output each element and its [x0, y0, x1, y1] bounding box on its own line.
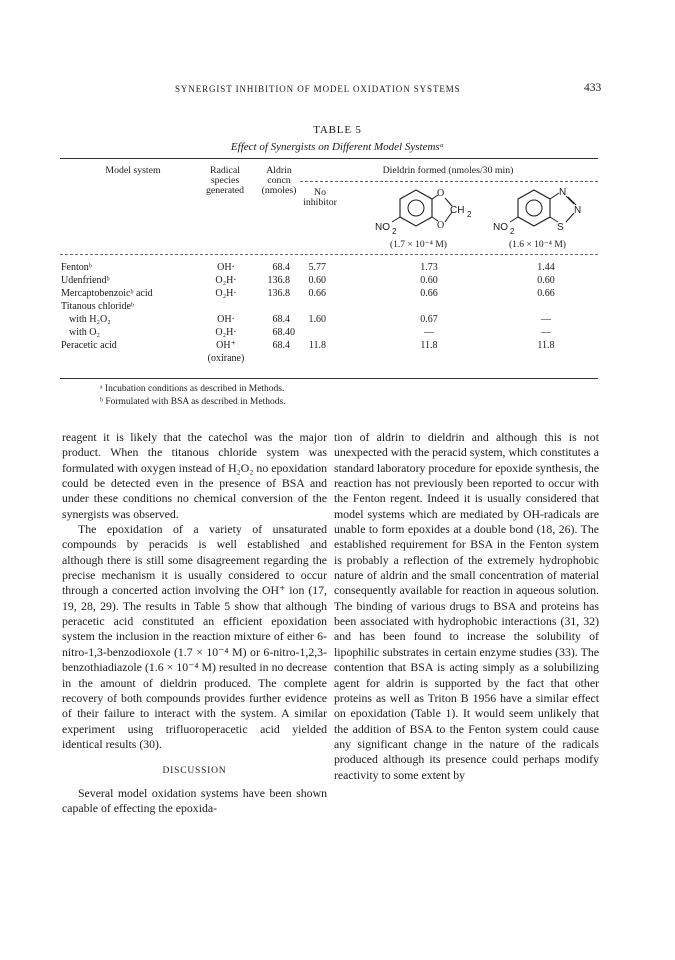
row-no-inhibitor: 0.66 — [308, 288, 326, 299]
header-aldrin-line2: concn — [267, 175, 291, 186]
methylene-label: CH — [450, 205, 465, 216]
row-compound2: — — [541, 314, 551, 325]
header-radical-line2: species — [210, 175, 240, 186]
row-aldrin: 136.8 — [267, 275, 290, 286]
nitrobenzodioxole-structure — [372, 184, 492, 242]
nitro-label-2: NO — [493, 222, 508, 233]
running-head — [0, 84, 675, 98]
header-bottom-rule — [60, 254, 598, 255]
row-model-system: with H₂O₂ — [69, 314, 111, 325]
ring-nitrogen-right: N — [574, 205, 582, 216]
row-compound1: 0.67 — [420, 314, 438, 325]
header-aldrin-line1: Aldrin — [266, 165, 292, 176]
row-compound1: 1.73 — [420, 262, 438, 273]
row-model-system: Mercaptobenzoicᵇ acid — [61, 288, 153, 299]
body-paragraph: tion of aldrin to dieldrin and although this is not unexpected with the peracid system, which constitutes a standard laboratory procedure for epoxide synthesis, the reaction has not previously been reported to occur with the Fenton regent. Indeed it is usually considered that model systems which are mediated by OH-radicals are unable to form epoxides at a double bond (18, 26). The established requirement for BSA in the Fenton system is probably a reflection of the extremely hydrophobic nature of aldrin and the small concentration of material consequently available for reaction in aqueous solution. The binding of various drugs to BSA and proteins has been associated with hydrophobic interactions (31, 32) and has been found to increase the solubility of lipophilic substrates in certain enzyme studies (33). The contention that BSA is acting simply as a solubilizing agent for aldrin is supported by the fact that other proteins as well as Triton B 1956 have a similar effect on epoxidation (Table 1). It would seem unlikely that the addition of BSA to the Fenton system could cause any significant change in the nature of the radicals produced although its presence could perhaps modify reactivity to some extent by — [334, 430, 600, 782]
header-no-inhibitor-line1: No — [314, 187, 326, 198]
row-model-system: Fentonᵇ — [61, 262, 92, 273]
row-model-system: Udenfriendᵇ — [61, 275, 110, 286]
row-radical: OH⁺ — [216, 340, 236, 351]
body-paragraph: Several model oxidation systems have been shown capable of effecting the epoxida- — [62, 785, 327, 815]
row-model-system: with O₂ — [69, 327, 100, 338]
row-aldrin: 68.4 — [272, 314, 290, 325]
row-compound2: 11.8 — [537, 340, 555, 351]
table-top-rule — [60, 158, 598, 159]
section-heading-discussion: DISCUSSION — [162, 766, 227, 777]
body-paragraph: reagent it is likely that the catechol was the major product. When the titanous chloride system was formulated with oxygen instead of H₂O₂ no epoxidation could be detected even in the presence of BSA and under these conditions no chemical conversion of the synergists was observed. — [62, 430, 327, 521]
compound2-concentration: (1.6 × 10⁻⁴ M) — [509, 240, 566, 250]
row-radical: (oxirane) — [207, 353, 245, 364]
row-no-inhibitor: 0.60 — [308, 275, 326, 286]
row-no-inhibitor: 11.8 — [308, 340, 326, 351]
nitro-subscript-2: 2 — [510, 227, 515, 236]
header-radical-line3: generated — [205, 185, 245, 196]
left-column — [62, 430, 327, 816]
table-bottom-rule — [60, 378, 598, 379]
row-compound1: 0.66 — [420, 288, 438, 299]
footnote-a: ᵃ Incubation conditions as described in Methods. — [100, 384, 285, 394]
header-aldrin-line3: (nmoles) — [261, 185, 297, 196]
nitro-subscript-1: 2 — [392, 227, 397, 236]
header-radical-line1: Radical — [210, 165, 240, 176]
row-compound1: 0.60 — [420, 275, 438, 286]
row-compound2: 0.66 — [537, 288, 555, 299]
body-paragraph: The epoxidation of a variety of unsaturated compounds by peracids is well established and although there is still some disagreement regarding the precise mechanism it is usually considered to occur through a concerted action involving the OH⁺ ion (17, 19, 28, 29). The results in Table 5 show that although peracetic acid constituted an efficient epoxidation system the inclusion in the reaction mixture of either 6-nitro-1,3-benzodioxole (1.7 × 10⁻⁴ M) or 6-nitro-1,2,3-benzothiadiazole (1.6 × 10⁻⁴ M) resulted in no decrease in the amount of dieldrin produced. The complete recovery of both compounds provides further evidence of their failure to interact with the system. A similar experiment using trifluoroperacetic acid yielded identical results (30). — [62, 522, 327, 751]
header-no-inhibitor — [292, 188, 348, 208]
ring-nitrogen-top: N — [559, 187, 567, 198]
ring-oxygen-top: O — [437, 188, 445, 199]
header-sub-rule — [300, 181, 598, 182]
running-head-title: SYNERGIST INHIBITION OF MODEL OXIDATION SYSTEMS — [175, 84, 461, 94]
row-radical: O₂H· — [215, 288, 237, 299]
row-aldrin: 68.4 — [272, 327, 290, 338]
header-no-inhibitor-line2: inhibitor — [303, 197, 337, 208]
nitro-label-1: NO — [375, 222, 390, 233]
row-no-inhibitor: 1.60 — [308, 314, 326, 325]
row-aldrin: 68.4 — [272, 340, 290, 351]
footnote-b: ᵇ Formulated with BSA as described in Methods. — [100, 397, 286, 407]
header-dieldrin-formed: Dieldrin formed (nmoles/30 min) — [382, 165, 514, 176]
row-compound2: 1.44 — [537, 262, 555, 273]
table-caption: Effect of Synergists on Different Model Systemsᵃ — [230, 141, 445, 153]
row-model-system: Titanous chlorideᵇ — [61, 301, 135, 312]
row-aldrin: 68.4 — [272, 262, 290, 273]
row-no-inhibitor: 5.77 — [308, 262, 326, 273]
right-column — [334, 430, 599, 783]
ring-sulfur: S — [557, 222, 564, 233]
row-compound2: — — [541, 327, 551, 338]
table-number: TABLE 5 — [313, 124, 362, 136]
methylene-subscript: 2 — [467, 210, 472, 219]
header-model-system: Model system — [105, 165, 161, 176]
row-radical: OH· — [217, 262, 235, 273]
row-aldrin: 136.8 — [267, 288, 290, 299]
ring-oxygen-bottom: O — [437, 220, 445, 231]
row-radical: O₂H· — [215, 327, 237, 338]
page-number: 433 — [584, 82, 602, 94]
row-model-system: Peracetic acid — [61, 340, 117, 351]
nitrobenzothiadiazole-structure — [490, 184, 610, 242]
row-radical: OH· — [217, 314, 235, 325]
header-radical-species — [192, 166, 258, 196]
row-compound1: 11.8 — [420, 340, 438, 351]
row-no-inhibitor: 0 — [290, 327, 295, 338]
row-radical: O₂H· — [215, 275, 237, 286]
row-compound2: 0.60 — [537, 275, 555, 286]
row-compound1: — — [424, 327, 434, 338]
compound1-concentration: (1.7 × 10⁻⁴ M) — [390, 240, 447, 250]
